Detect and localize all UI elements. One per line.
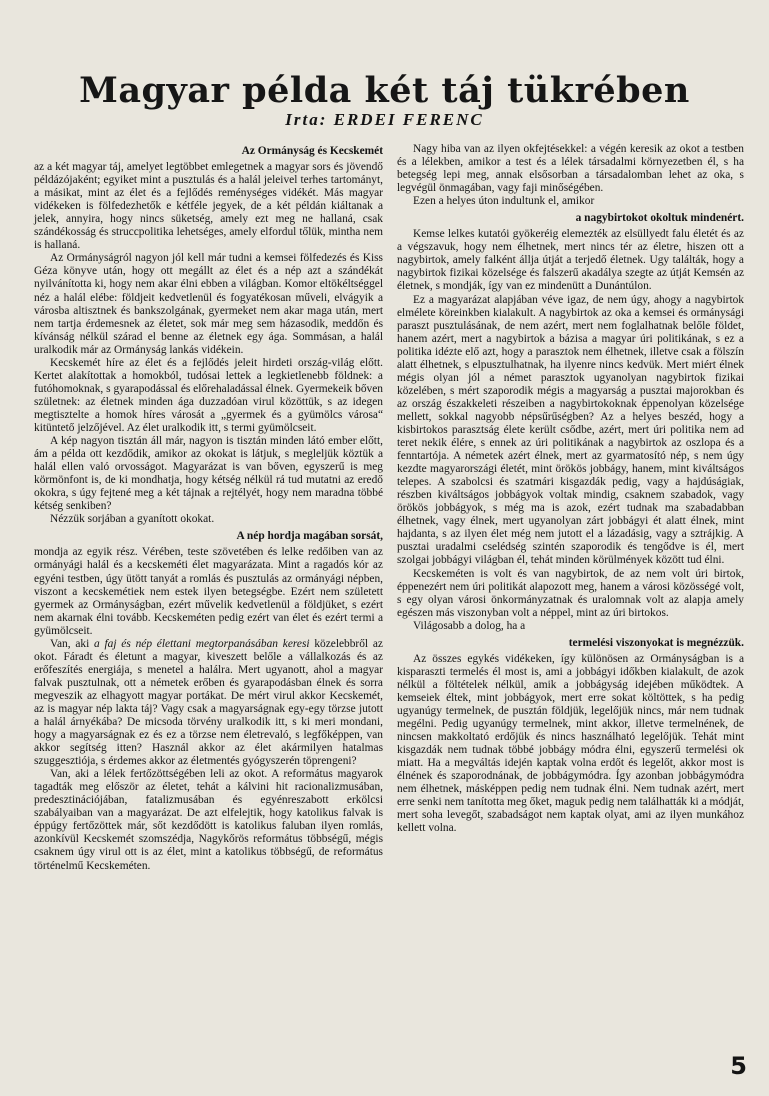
subheading: termelési viszonyokat is megnézzük. xyxy=(568,636,744,649)
paragraph: Az összes egykés vidékeken, így különösen az Ormányságban is a kisparaszti termelés él most is, ami a jobbágyi időkben kialakult, de azok nélkül a föltételek nélkül, amik a jobbágyság idejében működtek. A kemseiek éltek, mint jobbágyok, mert erre sokat költöttek, s ha pedig ugyanúgy termelnek, de pusztán földjük, legelőjük nincs, már nem tudnak megélni. Pedig ugyanúgy termelnek, mint akkor, illetve termelnének, de nincsen makkoltató erdőjük és nincs használható legelőjük. Tehát mint kisgazdák nem tudnak többé jobbágy módra élni, egyszerű termelési ok miatt. Ha a megváltás idején kaptak volna erdőt és legelőt, akkor most is élnének és szaporodnának, de jobbágymódra. Így azonban jobbágymódra nem élhetnek, másképpen pedig nem tudnak élni. Nem tudnak azért, mert erre senki nem tanította meg őket, maguk pedig nem találhatták ki a módját, mert soha levegőt, szabadságot nem kaptak olyat, ami az ilyen munkához kellett volna. xyxy=(397,652,744,835)
paragraph: Ez a magyarázat alapjában véve igaz, de nem úgy, ahogy a nagybirtok elmélete köreinkben kialakult. A nagybirtok az oka a kemsei és ormánysági paraszt pusztulásának, de nem azért, mert nem foglalhatnak belőle földet, hanem azért, mert a nagybirtok a bázisa a magyar úri politikának, s ez a politika idézte elő azt, hogy a parasztok nem élhetnek, illetve csak a fölszín alatt élhetnek, s elpusztulhatnak, ha ilyenre nincs kedvük. Mert miért élnek mégis olyan jól a német parasztok ugyanolyan nagybirtok fizikai közelében, s mért szaporodik mégis a magyarság a pusztai majorokban és az ország északkeleti részeiben a nagybirtokoknak éppenolyan közelsége mellett, sokkal nagyobb népsűrűségben? Az a helyes beszéd, hogy a kisbirtokos parasztság élete került csődbe, azért, mert úri politika nem ad teret nekik élére, s ennek az úri politikának a nagybirtok az oszlopa és a fenntartója. A németek azért élnek, mert az gyarmatosító nép, s nem úgy kezdte magyarországi életét, mint örökös jobbágy, hanem, mint kiváltságos telepes. A szabolcsi és szatmári kisgazdák pedig, vagy a hajdúságiak, részben kiváltságos jobbágyok voltak mindig, csaknem szabadok, vagy örökös jobbágyok, s még ma is azok, ezért tudnak ma szabadabban élhetnek, vagy élnek, mert ugyanolyan zárt jobbágyi ét alatt élnek, mint hajdanta, s az ilyen élet még nem jutott el a lázadásig, vagy a sztrájkig. A pusztai uradalmi cselédség szintén szaporodik és tengődve is él, mert szolgai jobbágyi világban él, tehát minden körülmények között tud élni. xyxy=(397,293,744,567)
paragraph: az a két magyar táj, amelyet legtöbbet emlegetnek a magyar sors és jövendő példázójaként; egyiket mint a pusztulás és a halál jeleivel terhes tartományt, a másikat, mint az élet és a fejlődés reménységes vidékét. Más magyar vidékeken is fölfedezhetők e kétféle jegyek, de a két példán kiáltanak a jelek, annyira, hogy nincs süketség, amely ezt meg ne hallaná, csak szándékosság és struccpolitika lehetséges, amely elfordul tőlük, mintha nem is hallaná. xyxy=(34,161,383,252)
paragraph: A kép nagyon tisztán áll már, nagyon is tisztán minden látó ember előtt, ám a példa ott kezdődik, amikor az okokat is látjuk, s megleljük köztük a halál ellen való orvosságot. Magyarázat is van bőven, egyszerű is meg körmönfont is, de ki mondhatja, hogy kétség nélkül rá tud mutatni az eredő okokra, s úgy fejtené meg a két tájnak a rejtélyét, hogy nem maradna többé kétség senkiben? xyxy=(34,435,383,513)
page-number: 5 xyxy=(730,1052,747,1080)
paragraph: Kecskemét híre az élet és a fejlődés jeleit hirdeti ország-világ előtt. Kertet alakítottak a homokból, tudósai lettek a legkietlenebb földnek: a futóhomoknak, s gyarapodással és előrehaladással élnek. Gyermekeik bőven születnek: az életnek minden ága duzzadóan virul közöttük, s az idegen megtisztelte a homok híres városát a „gyermek és a gyümölcs városa“ kitüntető jelzőjével. Az élet uralkodik itt, s termi gyümölcseit. xyxy=(34,356,383,434)
paragraph: Van, aki a lélek fertőzöttségében leli az okot. A református magyarok tagadták meg először az életet, tehát a kálvini hit racionalizmusában, predesztinációjában, fatalizmusában és egyénreszabott erkölcsi szabályaiban van a magyarázat. De azt elfelejtik, hogy katolikus falvak is éppúgy fertőzöttek már, sőt kezdődött is katolikus faluban ilyen romlás, azonkívül Kecskemét szomszédja, Nagykőrös református többségű, mégis csaknem úgy virul ott is az élet, mint a katolikus többségű, de református történelmű Kecskeméten. xyxy=(34,768,383,872)
paragraph: Nagy hiba van az ilyen okfejtésekkel: a végén keresik az okot a testben és a lélekben, amikor a test és a lélek társadalmi környezetben él, s ha betegség lepi meg, annak elsősorban a társadalomban lehet az oka, s legvégül önmagában, vagy faji minőségében. xyxy=(397,143,744,195)
paragraph: Nézzük sorjában a gyanított okokat. xyxy=(50,513,215,526)
paragraph: Világosabb a dolog, ha a xyxy=(413,619,526,632)
article-title: Magyar példa két táj tükrében xyxy=(79,70,690,111)
subheading: a nagybirtokot okoltuk mindenért. xyxy=(575,212,744,225)
left-column xyxy=(34,143,383,873)
paragraph xyxy=(34,638,383,768)
paragraph: Ezen a helyes úton indultunk el, amikor xyxy=(413,195,595,208)
right-column xyxy=(397,143,744,835)
paragraph: mondja az egyik rész. Vérében, teste szövetében és lelke redőiben van az ormányági halál és a kecskeméti élet magyarázata. Mint a ragadós kór az egyéni testben, úgy ütött tanyát a romlás és pusztulás az ormányági népben, viszont a kecskemétiek nem estek ilyen betegségbe. Ezért nem született gyermek az Ormányságban, ezért művelik kedvetlenül a földjüket, s ezért nem akarnak élni tovább. Kecskeméten pedig ezért van élet és ezért termi a gyümölcseit. xyxy=(34,546,383,637)
paragraph: Az Ormányságról nagyon jól kell már tudni a kemsei fölfedezés és Kiss Géza könyve után, hogy ott megállt az élet és a nép azt a szándékát nyilvánította ki, hogy nem akar élni ebben a világban. Komor eltökéltséggel néz a halál elébe: földjeit kedvetlenül és fogyatékosan műveli, elvágyik a városba altisztnek és bankszolgának, gyermeket nem akar maga után, mert nem tartja érdemesnek az életet, sok már meg sem házasodik, meddőn és kívánság nélkül szárad el benne az életnek egy ága. Sommásan, a halál uralkodik már az Ormányság lankás vidékein. xyxy=(34,252,383,356)
emphasis-text: a faj és nép élettani megtorpanásában keresi xyxy=(94,637,310,650)
paragraph-text: közelebbről az okot. Fáradt és életunt a magyar, kiveszett belőle a vállalkozás és az erőfeszítés energiája, s menetel a halálra. Mert ugyanott, ahol a magyar falvak pusztulnak, ott a németek erőben és gyarapodásban élnek és sorra megveszik az elhagyott magyar portákat. De mért virul akkor Kecskemét, az is magyar nép lakta táj? Vagy csak a magyarságnak egy-egy törzse jutott a halál árnyékába? De micsoda törvény uralkodik itt, s ki meri mondani, hogy a magyarságnak ez és ez a törzse nem életrevaló, s legfőképpen, van akkor segítség itten? Használ akkor az élet akármilyen hatalmas szuggesztiója, s érdemes akkor az életmentés gyógyszerén töprengeni? xyxy=(34,637,383,768)
paragraph: Kecskeméten is volt és van nagybirtok, de az nem volt úri birtok, éppenezért nem úri politikát alapozott meg, hanem a városi közösségé volt, s egy olyan városi önkormányzatnak és uralomnak volt az alapja amely egészen más viszonyban volt a néppel, mint az úri birtokos. xyxy=(397,567,744,619)
article-byline: Irta: ERDEI FERENC xyxy=(285,110,484,129)
subheading: Az Ormányság és Kecskemét xyxy=(241,145,383,157)
paragraph-text: Van, aki xyxy=(50,637,95,650)
subheading: A nép hordja magában sorsát, xyxy=(236,530,383,543)
paragraph: Kemse lelkes kutatói gyökeréig elemezték az elsüllyedt falu életét és az a végszavuk, hogy nem élhetnek, mert nincs tér az életre, hiszen ott a nagybirtok, amely falként állja útját a terjedő életnek. Ugy találták, hogy a nagybirtok fizikai közelsége és falszerű akadálya szegte az útját Kemsén az életnek, s mondják, így van ez mindenütt a Dunántúlon. xyxy=(397,228,744,293)
